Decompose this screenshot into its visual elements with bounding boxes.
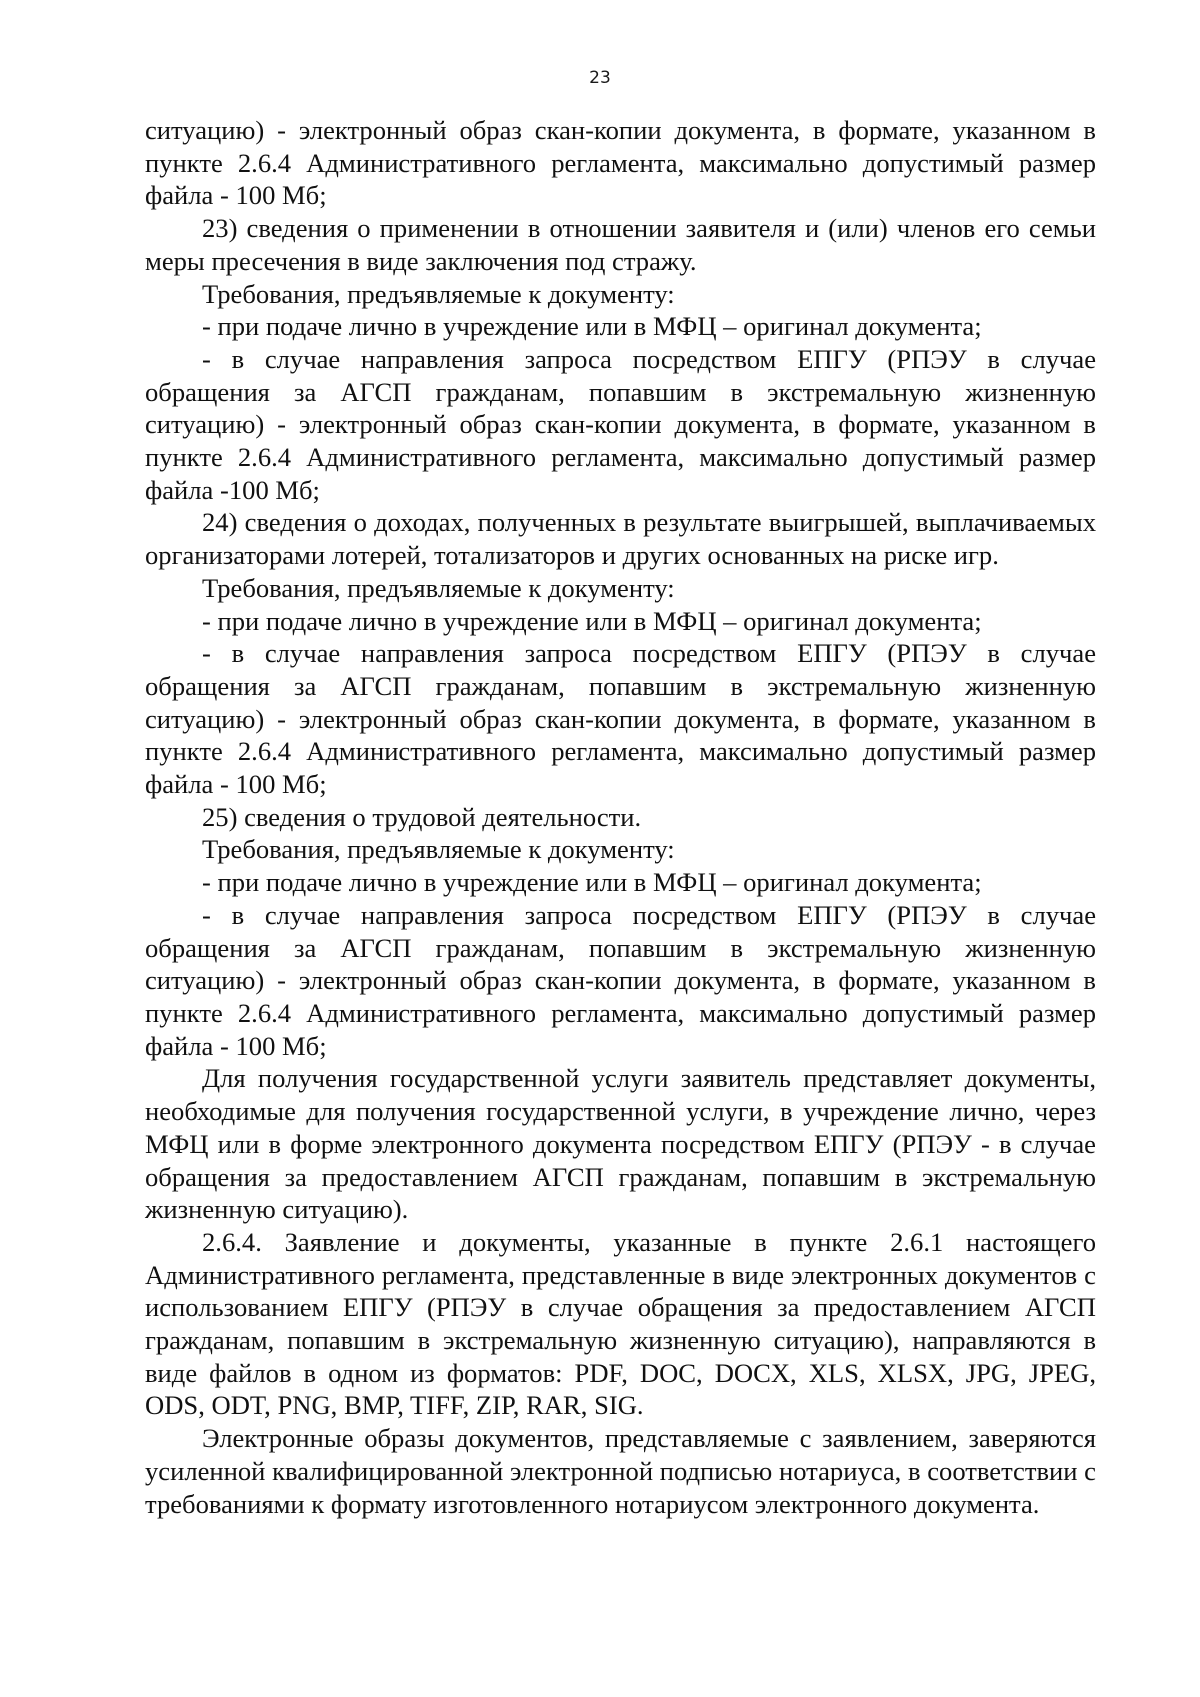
item-23: 23) сведения о применении в отношении заявителя и (или) членов его семьи меры пресечения в виде заключения под стражу.	[145, 213, 1096, 276]
page-number: 23	[589, 68, 611, 88]
requirement-electronic: - в случае направления запроса посредством ЕПГУ (РПЭУ в случае обращения за АГСП гражданам, попавшим в экстремальную жизненную ситуацию) - электронный образ скан-копии документа, в формате, указанном в пункте 2.6.4 Административного регламента, максимально допустимый размер файла - 100 Мб;	[145, 638, 1096, 800]
requirements-heading: Требования, предъявляемые к документу:	[202, 278, 675, 309]
requirement-in-person: - при подаче лично в учреждение или в МФЦ – оригинал документа;	[202, 311, 982, 342]
requirements-heading: Требования, предъявляемые к документу:	[202, 834, 675, 865]
section-2-6-4: 2.6.4. Заявление и документы, указанные в пункте 2.6.1 настоящего Административного регламента, представленные в виде электронных документов с использованием ЕПГУ (РПЭУ в случае обращения за предоставлением АГСП гражданам, попавшим в экстремальную жизненную ситуацию), направляются в виде файлов в одном из форматов: PDF, DOC, DOCX, XLS, XLSX, JPG, JPEG, ODS, ODT, PNG, BMP, TIFF, ZIP, RAR, SIG.	[145, 1226, 1096, 1421]
requirement-in-person: - при подаче лично в учреждение или в МФЦ – оригинал документа;	[202, 605, 982, 636]
item-25: 25) сведения о трудовой деятельности.	[202, 801, 642, 832]
electronic-images-paragraph: Электронные образы документов, представляемые с заявлением, заверяются усиленной квалифицированной электронной подписью нотариуса, в соответствии с требованиями к формату изготовленного нотариусом электронного документа.	[145, 1423, 1096, 1519]
item-24: 24) сведения о доходах, полученных в результате выигрышей, выплачиваемых организаторами лотерей, тотализаторов и других основанных на риске игр.	[145, 507, 1096, 571]
requirement-in-person: - при подаче лично в учреждение или в МФЦ – оригинал документа;	[202, 867, 982, 898]
requirement-electronic: - в случае направления запроса посредством ЕПГУ (РПЭУ в случае обращения за АГСП гражданам, попавшим в экстремальную жизненную ситуацию) - электронный образ скан-копии документа, в формате, указанном в пункте 2.6.4 Административного регламента, максимально допустимый размер файла -100 Мб;	[145, 343, 1096, 505]
submission-paragraph: Для получения государственной услуги заявитель представляет документы, необходимые для получения государственной услуги, в учреждение лично, через МФЦ или в форме электронного документа посредством ЕПГУ (РПЭУ - в случае обращения за предоставлением АГСП гражданам, попавшим в экстремальную жизненную ситуацию).	[145, 1063, 1096, 1225]
requirement-electronic: - в случае направления запроса посредством ЕПГУ (РПЭУ в случае обращения за АГСП гражданам, попавшим в экстремальную жизненную ситуацию) - электронный образ скан-копии документа, в формате, указанном в пункте 2.6.4 Административного регламента, максимально допустимый размер файла - 100 Мб;	[145, 899, 1096, 1061]
document-body	[145, 114, 1096, 1520]
requirements-heading: Требования, предъявляемые к документу:	[202, 572, 675, 603]
paragraph-continuation: ситуацию) - электронный образ скан-копии документа, в формате, указанном в пункте 2.6.4 Административного регламента, максимально допустимый размер файла - 100 Мб;	[145, 115, 1096, 211]
